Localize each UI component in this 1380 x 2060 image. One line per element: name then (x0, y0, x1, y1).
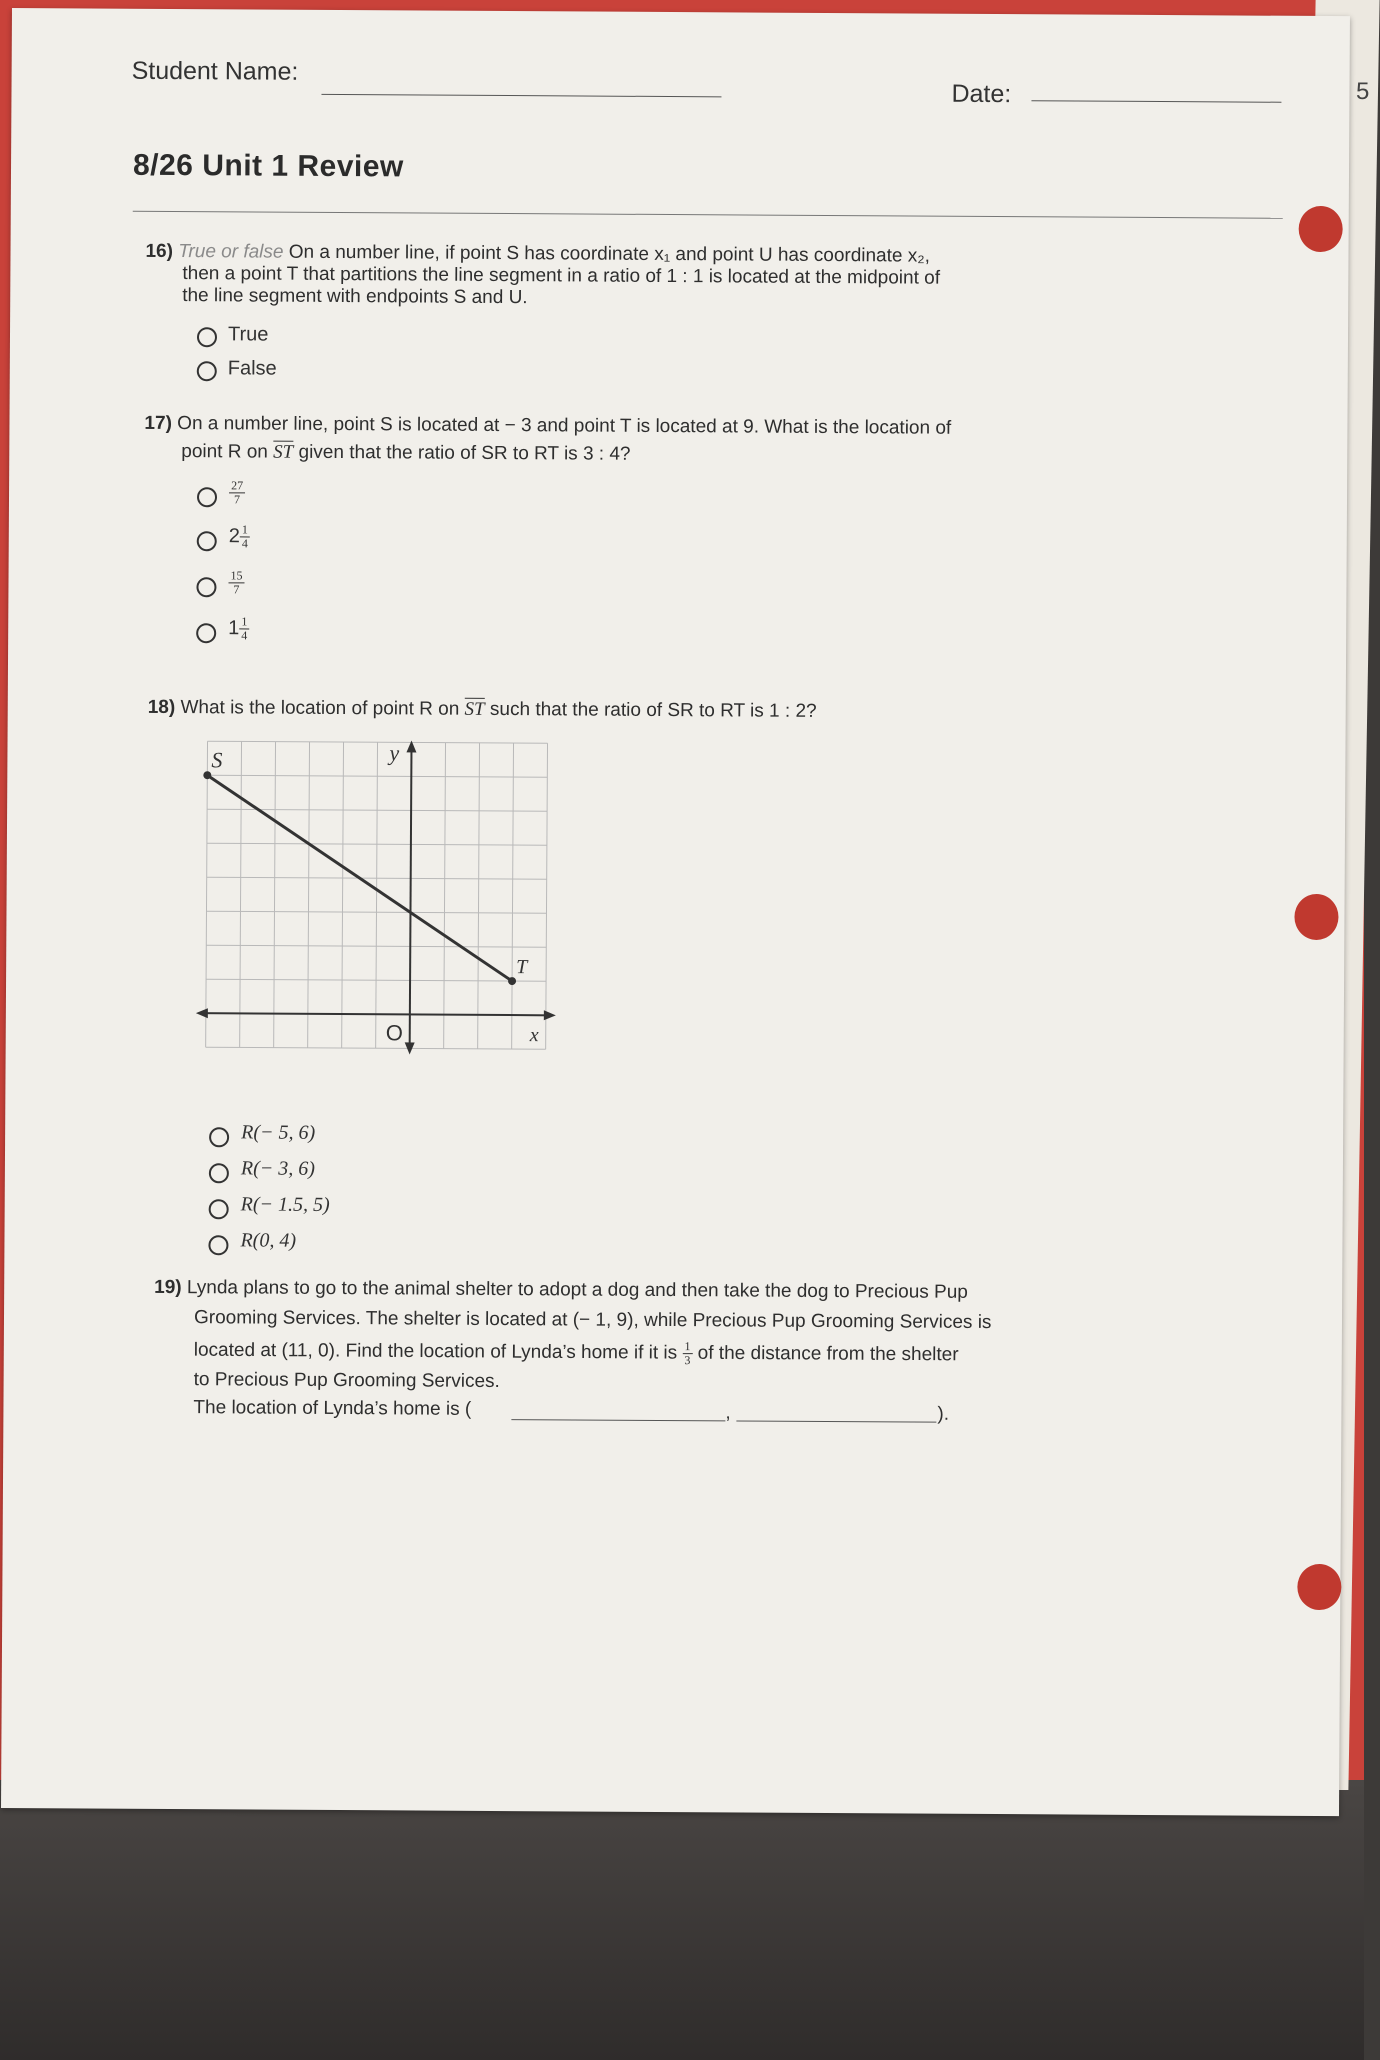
question-19-line4: to Precious Pup Grooming Services. (193, 1369, 500, 1393)
coordinate-graph (195, 731, 557, 1083)
question-18 (148, 697, 817, 723)
question-number: 16) (145, 240, 174, 262)
fraction (229, 479, 245, 506)
title-divider (133, 211, 1283, 219)
point-s-label: S (211, 747, 223, 773)
origin-label: O (385, 1020, 403, 1046)
option-b: R(− 3, 6) (240, 1157, 316, 1180)
binder-hole-middle (1294, 894, 1338, 940)
numerator: 27 (229, 479, 245, 493)
denominator: 3 (684, 1353, 691, 1368)
fraction-one-third (682, 1340, 692, 1367)
answer-end: ). (937, 1403, 950, 1425)
radio-option-c[interactable] (209, 1199, 229, 1219)
corner-text: 5 (1355, 78, 1370, 105)
question-number: 18) (147, 696, 176, 719)
grid-line-vertical (444, 743, 446, 1049)
numerator: 1 (239, 615, 249, 629)
question-text: such that the ratio of SR to RT is 1 : 2? (489, 698, 817, 722)
radio-option-c[interactable] (196, 577, 216, 597)
question-text: On a number line, point S is located at − 3 and point T is located at 9. What is the location of (177, 413, 952, 439)
option-true: True (227, 323, 269, 346)
option-c (228, 569, 244, 596)
option-b (229, 523, 250, 550)
question-16-line2: then a point T that partitions the line segment in a ratio of 1 : 1 is located at the midpoint of (182, 263, 941, 289)
denominator: 4 (241, 536, 248, 551)
option-c: R(− 1.5, 5) (240, 1193, 330, 1216)
grid-line-vertical (478, 743, 480, 1049)
x-axis-arrow-left (196, 1008, 208, 1018)
question-text: What is the location of point R on (180, 697, 460, 720)
question-17 (144, 413, 951, 440)
answer-separator: , (725, 1402, 731, 1424)
denominator: 4 (241, 628, 248, 643)
carpet-floor (0, 1780, 1364, 2060)
radio-option-a[interactable] (197, 487, 217, 507)
fraction (240, 523, 250, 550)
worksheet-page (1, 8, 1350, 1816)
question-number: 17) (144, 412, 172, 434)
radio-option-a[interactable] (209, 1127, 229, 1147)
student-name-label: Student Name: (131, 56, 299, 86)
grid-line-vertical (546, 743, 548, 1049)
question-text: of the distance from the shelter (697, 1342, 959, 1366)
date-label: Date: (951, 79, 1012, 109)
question-19-line2: Grooming Services. The shelter is located at (− 1, 9), while Precious Pup Grooming Services is (193, 1307, 992, 1334)
radio-true[interactable] (197, 327, 217, 347)
question-17-line2 (181, 441, 630, 466)
option-false: False (227, 357, 277, 380)
radio-option-b[interactable] (197, 531, 217, 551)
question-16-line3: the line segment with endpoints S and U. (182, 285, 528, 309)
radio-option-d[interactable] (196, 623, 216, 643)
whole-part: 1 (228, 617, 240, 640)
question-text: given that the ratio of SR to RT is 3 : 4? (298, 441, 631, 465)
radio-false[interactable] (197, 361, 217, 381)
radio-option-b[interactable] (209, 1163, 229, 1183)
answer-x-blank[interactable] (511, 1419, 725, 1421)
numerator: 15 (228, 569, 244, 583)
grid-line-vertical (308, 742, 310, 1048)
graph-grid (206, 741, 548, 1049)
option-a (229, 479, 245, 506)
student-name-blank[interactable] (321, 94, 721, 97)
question-number: 19) (154, 1276, 182, 1299)
denominator: 7 (233, 492, 241, 507)
question-text: point R on (181, 441, 268, 463)
segment-st: ST (273, 441, 294, 463)
segment-st-line (206, 775, 513, 981)
x-axis-label: x (529, 1024, 539, 1047)
question-19 (154, 1277, 968, 1304)
segment-st: ST (464, 698, 485, 720)
numerator: 1 (240, 523, 250, 537)
grid-line-vertical (274, 742, 276, 1048)
y-axis-label: y (389, 740, 400, 766)
binder-hole-top (1299, 206, 1343, 252)
fraction (228, 569, 244, 596)
fraction (239, 615, 249, 642)
option-d: R(0, 4) (240, 1229, 297, 1252)
question-19-line3 (194, 1337, 959, 1369)
question-text: Lynda plans to go to the animal shelter to adopt a dog and then take the dog to Precious Pup (186, 1277, 968, 1303)
option-d (228, 615, 249, 642)
grid-line-vertical (240, 741, 242, 1047)
question-text: On a number line, if point S has coordinate x₁ and point U has coordinate x₂, (288, 241, 931, 267)
date-blank[interactable] (1031, 100, 1281, 103)
x-axis-arrow-right (544, 1010, 556, 1020)
answer-y-blank[interactable] (736, 1420, 936, 1422)
x-axis (200, 1013, 552, 1015)
option-a: R(− 5, 6) (241, 1121, 316, 1144)
point-t (508, 977, 516, 985)
page-title: 8/26 Unit 1 Review (132, 148, 404, 184)
point-t-label: T (516, 956, 528, 979)
grid-line-vertical (206, 741, 208, 1047)
numerator: 1 (682, 1340, 692, 1354)
answer-label: The location of Lynda’s home is ( (193, 1397, 472, 1420)
binder-hole-bottom (1297, 1564, 1341, 1610)
denominator: 7 (233, 582, 240, 597)
radio-option-d[interactable] (208, 1235, 228, 1255)
grid-line-vertical (376, 742, 378, 1048)
graph-series (202, 771, 517, 985)
question-text: located at (11, 0). Find the location of Lynda’s home if it is (193, 1339, 678, 1364)
y-axis (410, 746, 412, 1044)
grid-line-vertical (342, 742, 344, 1048)
whole-part: 2 (228, 525, 240, 548)
point-s (203, 771, 211, 779)
true-false-tag: True or false (178, 241, 284, 263)
grid-line-vertical (512, 743, 514, 1049)
